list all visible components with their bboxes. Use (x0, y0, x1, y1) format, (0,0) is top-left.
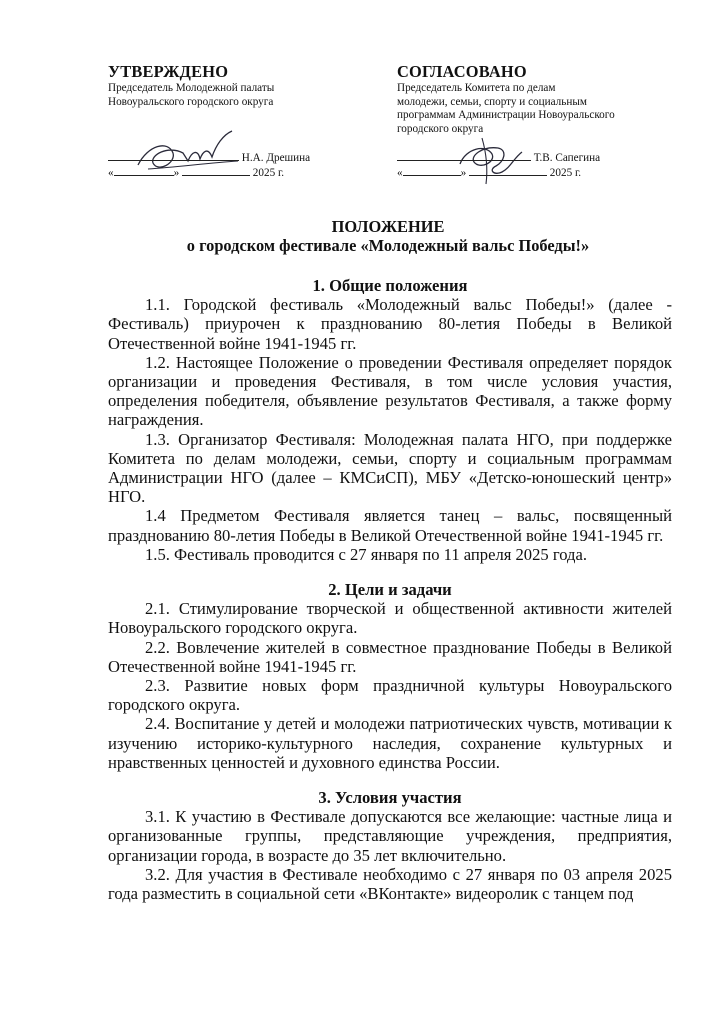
paragraph: 2.3. Развитие новых форм праздничной культуры Новоуральского городского округа. (108, 676, 672, 715)
approved-heading: УТВЕРЖДЕНО (108, 62, 229, 81)
approved-name: Н.А. Дрешина (241, 152, 311, 164)
document-title: ПОЛОЖЕНИЕ (331, 217, 445, 236)
agreed-block (397, 62, 667, 136)
paragraph: 3.1. К участию в Фестивале допускаются все желающие: частные лица и организованные группы, представляющие учреждения, предприятия, организации города, в возрасте до 35 лет включительно. (108, 807, 672, 865)
document-title-block (108, 217, 668, 255)
agreed-signature-line (397, 150, 600, 165)
approved-year: 2025 г. (252, 167, 285, 179)
document-body (108, 276, 672, 903)
agreed-heading: СОГЛАСОВАНО (397, 62, 527, 81)
section-title: 3. Условия участия (318, 788, 462, 808)
agreed-date-line: « » 2025 г. (397, 167, 582, 179)
approved-line: Председатель Молодежной палаты (108, 82, 275, 94)
paragraph: 3.2. Для участия в Фестивале необходимо с 27 января по 03 апреля 2025 года разместить в социальной сети «ВКонтакте» видеоролик с танцем под (108, 864, 672, 904)
approved-line: Новоуральского городского округа (108, 95, 274, 108)
approved-date-line: « » 2025 г. (108, 167, 285, 179)
paragraph: 2.1. Стимулирование творческой и общественной активности жителей Новоуральского городского округа. (108, 599, 672, 638)
agreed-line: городского округа (397, 122, 484, 135)
agreed-line: молодежи, семьи, спорту и социальным (397, 95, 587, 108)
agreed-name: Т.В. Сапегина (533, 152, 601, 164)
approved-signature-line (108, 150, 310, 165)
agreed-line: программам Администрации Новоуральского (397, 109, 615, 122)
paragraph: 2.4. Воспитание у детей и молодежи патриотических чувств, мотивации к изучению историко-культурного наследия, сохранение культурных и нравственных ценностей и духовного единства России. (108, 714, 672, 772)
document-subtitle: о городском фестивале «Молодежный вальс Победы!» (186, 236, 590, 255)
section-title: 2. Цели и задачи (328, 580, 452, 600)
paragraph: 2.2. Вовлечение жителей в совместное празднование Победы в Великой Отечественной войне 1941-1945 гг. (108, 637, 672, 676)
paragraph: 1.3. Организатор Фестиваля: Молодежная палата НГО, при поддержке Комитета по делам молодежи, семьи, спорту и социальным программам Администрации НГО (далее – КМСиСП), МБУ «Детско-юношеский центр» НГО. (108, 429, 672, 507)
paragraph: 1.2. Настоящее Положение о проведении Фестиваля определяет порядок организации и проведения Фестиваля, в том числе условия участия, определения победителя, объявление результатов Фестиваля, а также форму награждения. (108, 352, 672, 430)
agreed-year: 2025 г. (549, 167, 582, 179)
section-title: 1. Общие положения (312, 276, 468, 295)
paragraph: 1.4 Предметом Фестиваля является танец – вальс, посвященный празднованию 80-летия Победы в Великой Отечественной войне 1941-1945 гг. (108, 506, 672, 545)
agreed-line: Председатель Комитета по делам (397, 82, 556, 94)
paragraph: 1.1. Городской фестиваль «Молодежный вальс Победы!» (далее - Фестиваль) приурочен к празднованию 80-летия Победы в Великой Отечественной войне 1941-1945 гг. (108, 295, 672, 353)
approved-block (108, 62, 358, 109)
paragraph: 1.5. Фестиваль проводится с 27 января по 11 апреля 2025 года. (145, 544, 588, 564)
